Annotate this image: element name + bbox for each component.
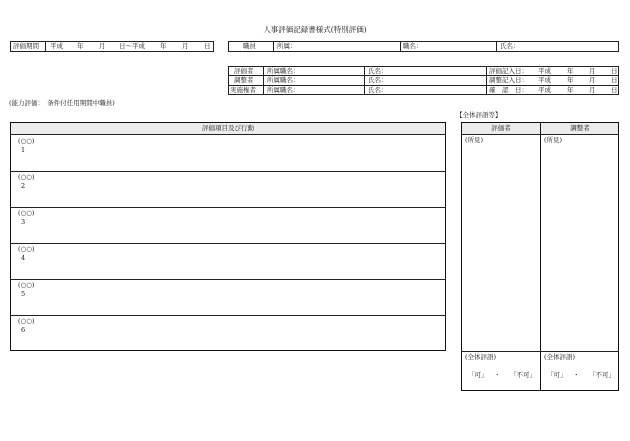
period-label: 評価期間 <box>13 42 39 50</box>
authority-date-label: 確 認 日： <box>489 86 528 94</box>
item-2-number: 2 <box>21 182 26 190</box>
adjuster-date-label: 調整記入日： <box>489 76 528 84</box>
evaluation-items-table <box>10 122 446 351</box>
item-6-mark: (○○) <box>18 317 35 325</box>
evaluator-day: 日 <box>611 67 618 75</box>
adjuster-overall-label: (全体評語) <box>544 353 576 361</box>
item-4-mark: (○○) <box>18 245 35 253</box>
adjuster-opinion-label: (所見) <box>544 136 563 144</box>
authority-year: 年 <box>567 86 574 94</box>
evaluator-year: 年 <box>567 67 574 75</box>
period-era-1: 平成 <box>50 42 63 50</box>
overall-heading: 【全体評語等】 <box>456 111 502 119</box>
evaluator-ok-option[interactable]: 「可」 <box>468 371 488 379</box>
evaluator-date-label: 評価記入日： <box>489 67 528 75</box>
item-3-mark: (○○) <box>18 209 35 217</box>
adjuster-separator: ・ <box>573 371 580 379</box>
adjuster-day: 日 <box>611 76 618 84</box>
evaluator-separator: ・ <box>494 371 501 379</box>
employee-name-label: 氏名： <box>500 42 520 50</box>
period-month-2: 月 <box>182 42 189 50</box>
adjuster-year: 年 <box>567 76 574 84</box>
employee-position-label: 職名： <box>403 42 423 50</box>
evaluator-month: 月 <box>589 67 596 75</box>
authority-era: 平成 <box>538 86 551 94</box>
adjuster-ok-option[interactable]: 「可」 <box>547 371 567 379</box>
authority-dept: 所属職名： <box>267 86 300 94</box>
period-month-1: 月 <box>99 42 106 50</box>
col-adjuster-header: 調整者 <box>570 124 590 132</box>
authority-role: 実施権者 <box>230 86 256 94</box>
item-5-number: 5 <box>21 290 26 298</box>
item-6-number: 6 <box>21 326 26 334</box>
adjuster-era: 平成 <box>538 76 551 84</box>
item-3-number: 3 <box>21 218 26 226</box>
period-year-1: 年 <box>77 42 84 50</box>
evaluator-dept: 所属職名： <box>267 67 300 75</box>
page-title: 人事評価記録書様式(特別評価) <box>263 25 367 34</box>
employee-dept-label: 所属： <box>277 42 297 50</box>
employee-role-label: 職員 <box>243 42 256 50</box>
item-5-mark: (○○) <box>18 281 35 289</box>
evaluator-role: 評価者 <box>234 67 254 75</box>
item-1-number: 1 <box>21 146 26 154</box>
evaluator-name: 氏名： <box>368 67 388 75</box>
adjuster-dept: 所属職名： <box>267 76 300 84</box>
authority-name: 氏名： <box>368 86 388 94</box>
period-day-1: 日～平成 <box>119 42 145 50</box>
item-1-mark: (○○) <box>18 137 35 145</box>
evaluator-overall-label: (全体評語) <box>465 353 497 361</box>
adjuster-month: 月 <box>589 76 596 84</box>
authority-day: 日 <box>611 86 618 94</box>
item-2-mark: (○○) <box>18 173 35 181</box>
period-day-2: 日 <box>204 42 211 50</box>
col-evaluator-header: 評価者 <box>491 124 511 132</box>
adjuster-ng-option[interactable]: 「不可」 <box>589 371 615 379</box>
item-4-number: 4 <box>21 254 26 262</box>
adjuster-name: 氏名： <box>368 76 388 84</box>
adjuster-role: 調整者 <box>234 76 254 84</box>
evaluator-era: 平成 <box>538 67 551 75</box>
items-header: 評価項目及び行動 <box>202 124 254 132</box>
ability-evaluation-label: (能力評価： 条件付任用期間中職員) <box>9 99 115 107</box>
evaluator-opinion-label: (所見) <box>465 136 484 144</box>
period-year-2: 年 <box>160 42 167 50</box>
authority-month: 月 <box>589 86 596 94</box>
evaluator-ng-option[interactable]: 「不可」 <box>510 371 536 379</box>
